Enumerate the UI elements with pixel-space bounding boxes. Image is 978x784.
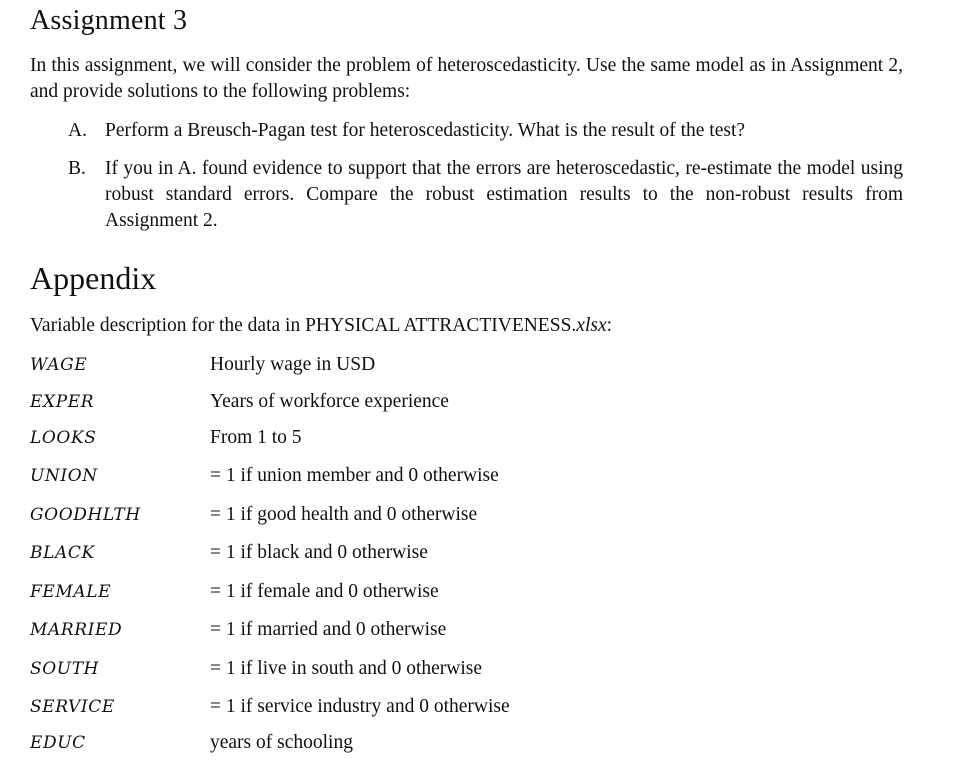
variable-description: = 1 if service industry and 0 otherwise	[210, 696, 510, 717]
variable-row	[0, 351, 978, 379]
variable-name: EXPER	[30, 392, 95, 412]
variable-description: = 1 if live in south and 0 otherwise	[210, 658, 483, 679]
variable-description: years of schooling	[210, 732, 353, 753]
variable-row	[0, 424, 978, 452]
variable-description-intro	[30, 313, 612, 339]
variable-description: Hourly wage in USD	[210, 354, 376, 375]
variable-name: EDUC	[30, 733, 86, 753]
variable-row	[0, 501, 978, 529]
variable-description: = 1 if union member and 0 otherwise	[210, 465, 499, 486]
variable-intro-suffix: :	[606, 315, 613, 336]
variable-row	[0, 693, 978, 721]
intro-paragraph: In this assignment, we will consider the problem of heteroscedasticity. Use the same model as in Assignment 2, and provide solutions to the following problems:	[30, 55, 903, 102]
variable-description: Years of workforce experience	[210, 391, 449, 412]
variable-intro-file-ext: xlsx	[576, 315, 607, 336]
task-a-label: A.	[68, 120, 87, 141]
task-b-text: If you in A. found evidence to support that the errors are heteroscedastic, re-estimate the model using robust standard errors. Compare the robust estimation results to the non-robust results from Assignment 2.	[105, 158, 903, 231]
variable-row	[0, 616, 978, 644]
task-a-text: Perform a Breusch-Pagan test for heteroscedasticity. What is the result of the test?	[105, 120, 746, 141]
variable-description: From 1 to 5	[210, 427, 302, 448]
variable-name: LOOKS	[30, 428, 97, 448]
variable-row	[0, 462, 978, 490]
variable-description: = 1 if married and 0 otherwise	[210, 619, 447, 640]
variable-name: WAGE	[30, 355, 88, 375]
variable-name: GOODHLTH	[30, 505, 141, 525]
variable-name: BLACK	[30, 543, 95, 563]
variable-row	[0, 655, 978, 683]
variable-name: UNION	[30, 466, 98, 486]
variable-name: MARRIED	[30, 620, 123, 640]
variable-row	[0, 729, 978, 757]
appendix-heading: Appendix	[30, 260, 157, 296]
variable-row	[0, 578, 978, 606]
variable-name: SERVICE	[30, 697, 115, 717]
variable-description: = 1 if female and 0 otherwise	[210, 581, 439, 602]
variable-description: = 1 if good health and 0 otherwise	[210, 504, 478, 525]
task-a	[68, 118, 903, 144]
variable-name: FEMALE	[30, 582, 112, 602]
task-b	[68, 156, 903, 234]
variable-row	[0, 388, 978, 416]
variable-name: SOUTH	[30, 659, 100, 679]
variable-description: = 1 if black and 0 otherwise	[210, 542, 428, 563]
variable-row	[0, 539, 978, 567]
task-b-label: B.	[68, 158, 86, 179]
variable-intro-prefix: Variable description for the data in PHYSICAL ATTRACTIVENESS.	[30, 315, 577, 336]
document-title: Assignment 3	[30, 5, 188, 36]
